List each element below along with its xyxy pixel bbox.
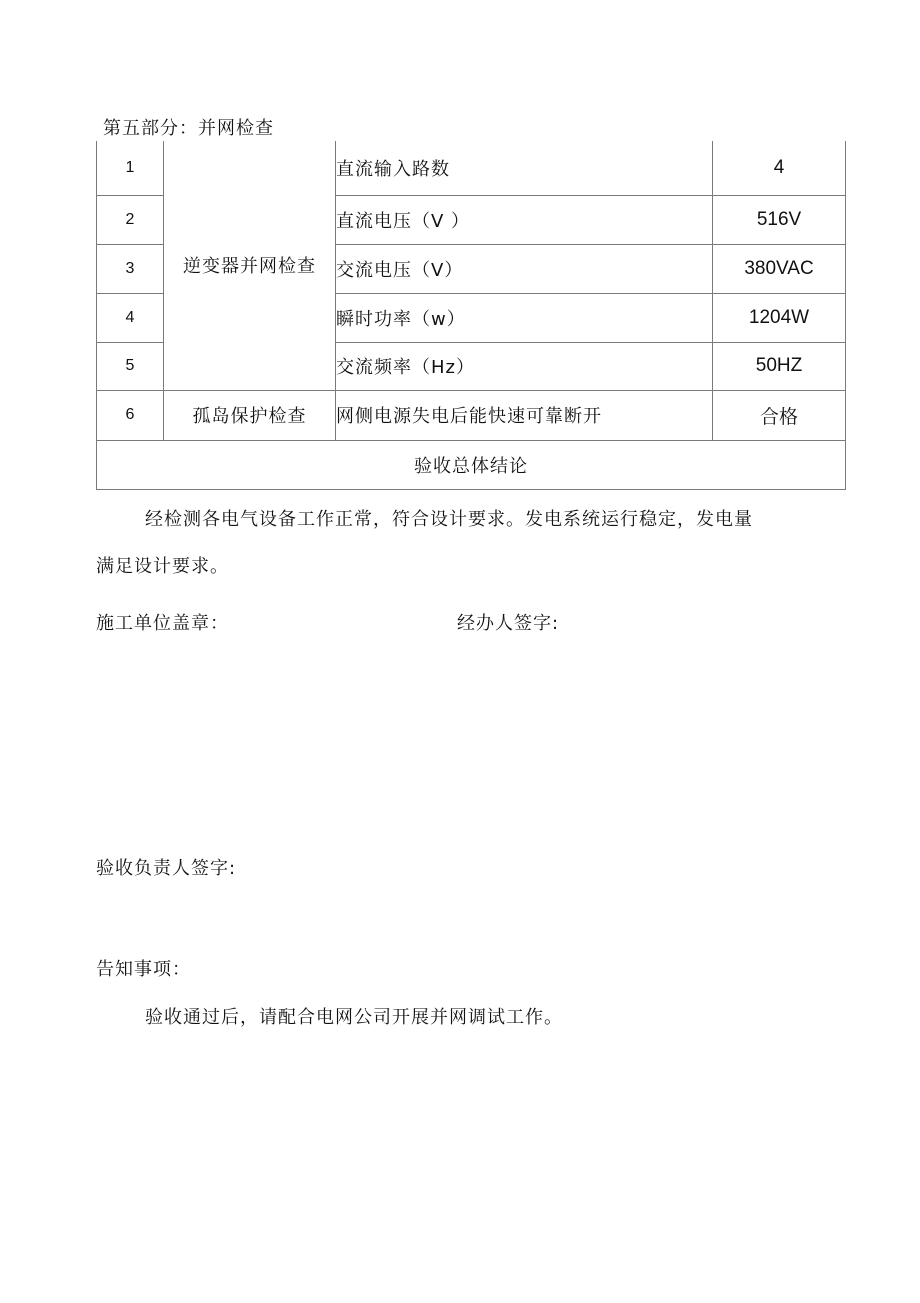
conclusion-line-1: 经检测各电气设备工作正常，符合设计要求。发电系统运行稳定，发电量 [145, 509, 753, 530]
conclusion-line-2: 满足设计要求。 [96, 556, 229, 577]
row-number: 5 [97, 342, 164, 390]
item-label: 直流输入路数 [336, 141, 713, 195]
item-value: 50HZ [713, 342, 846, 390]
row-number: 6 [97, 390, 164, 440]
table-row [97, 141, 846, 195]
row-number: 2 [97, 195, 164, 244]
grid-connection-table [96, 141, 846, 490]
row-number: 3 [97, 244, 164, 293]
item-value: 4 [713, 141, 846, 195]
category-island-protection-check: 孤岛保护检查 [164, 390, 336, 440]
item-label: 交流频率（Hz） [336, 342, 713, 390]
row-number: 4 [97, 293, 164, 342]
handler-signature-label: 经办人签字: [457, 613, 560, 634]
item-value: 1204W [713, 293, 846, 342]
summary-label: 验收总体结论 [97, 440, 846, 489]
acceptance-signature-label: 验收负责人签字: [96, 858, 237, 879]
summary-row [97, 440, 846, 489]
section-title: 第五部分：并网检查 [103, 118, 274, 139]
item-value: 516V [713, 195, 846, 244]
item-label: 瞬时功率（w） [336, 293, 713, 342]
category-inverter-grid-check: 逆变器并网检查 [164, 141, 336, 390]
notice-text: 验收通过后，请配合电网公司开展并网调试工作。 [145, 1007, 563, 1028]
item-label: 网侧电源失电后能快速可靠断开 [336, 390, 713, 440]
item-value: 合格 [713, 390, 846, 440]
table-row [97, 390, 846, 440]
construction-seal-label: 施工单位盖章： [96, 613, 229, 634]
item-label: 直流电压（V ） [336, 195, 713, 244]
row-number: 1 [97, 141, 164, 195]
item-label: 交流电压（V） [336, 244, 713, 293]
item-value: 380VAC [713, 244, 846, 293]
notice-label: 告知事项： [96, 959, 191, 980]
